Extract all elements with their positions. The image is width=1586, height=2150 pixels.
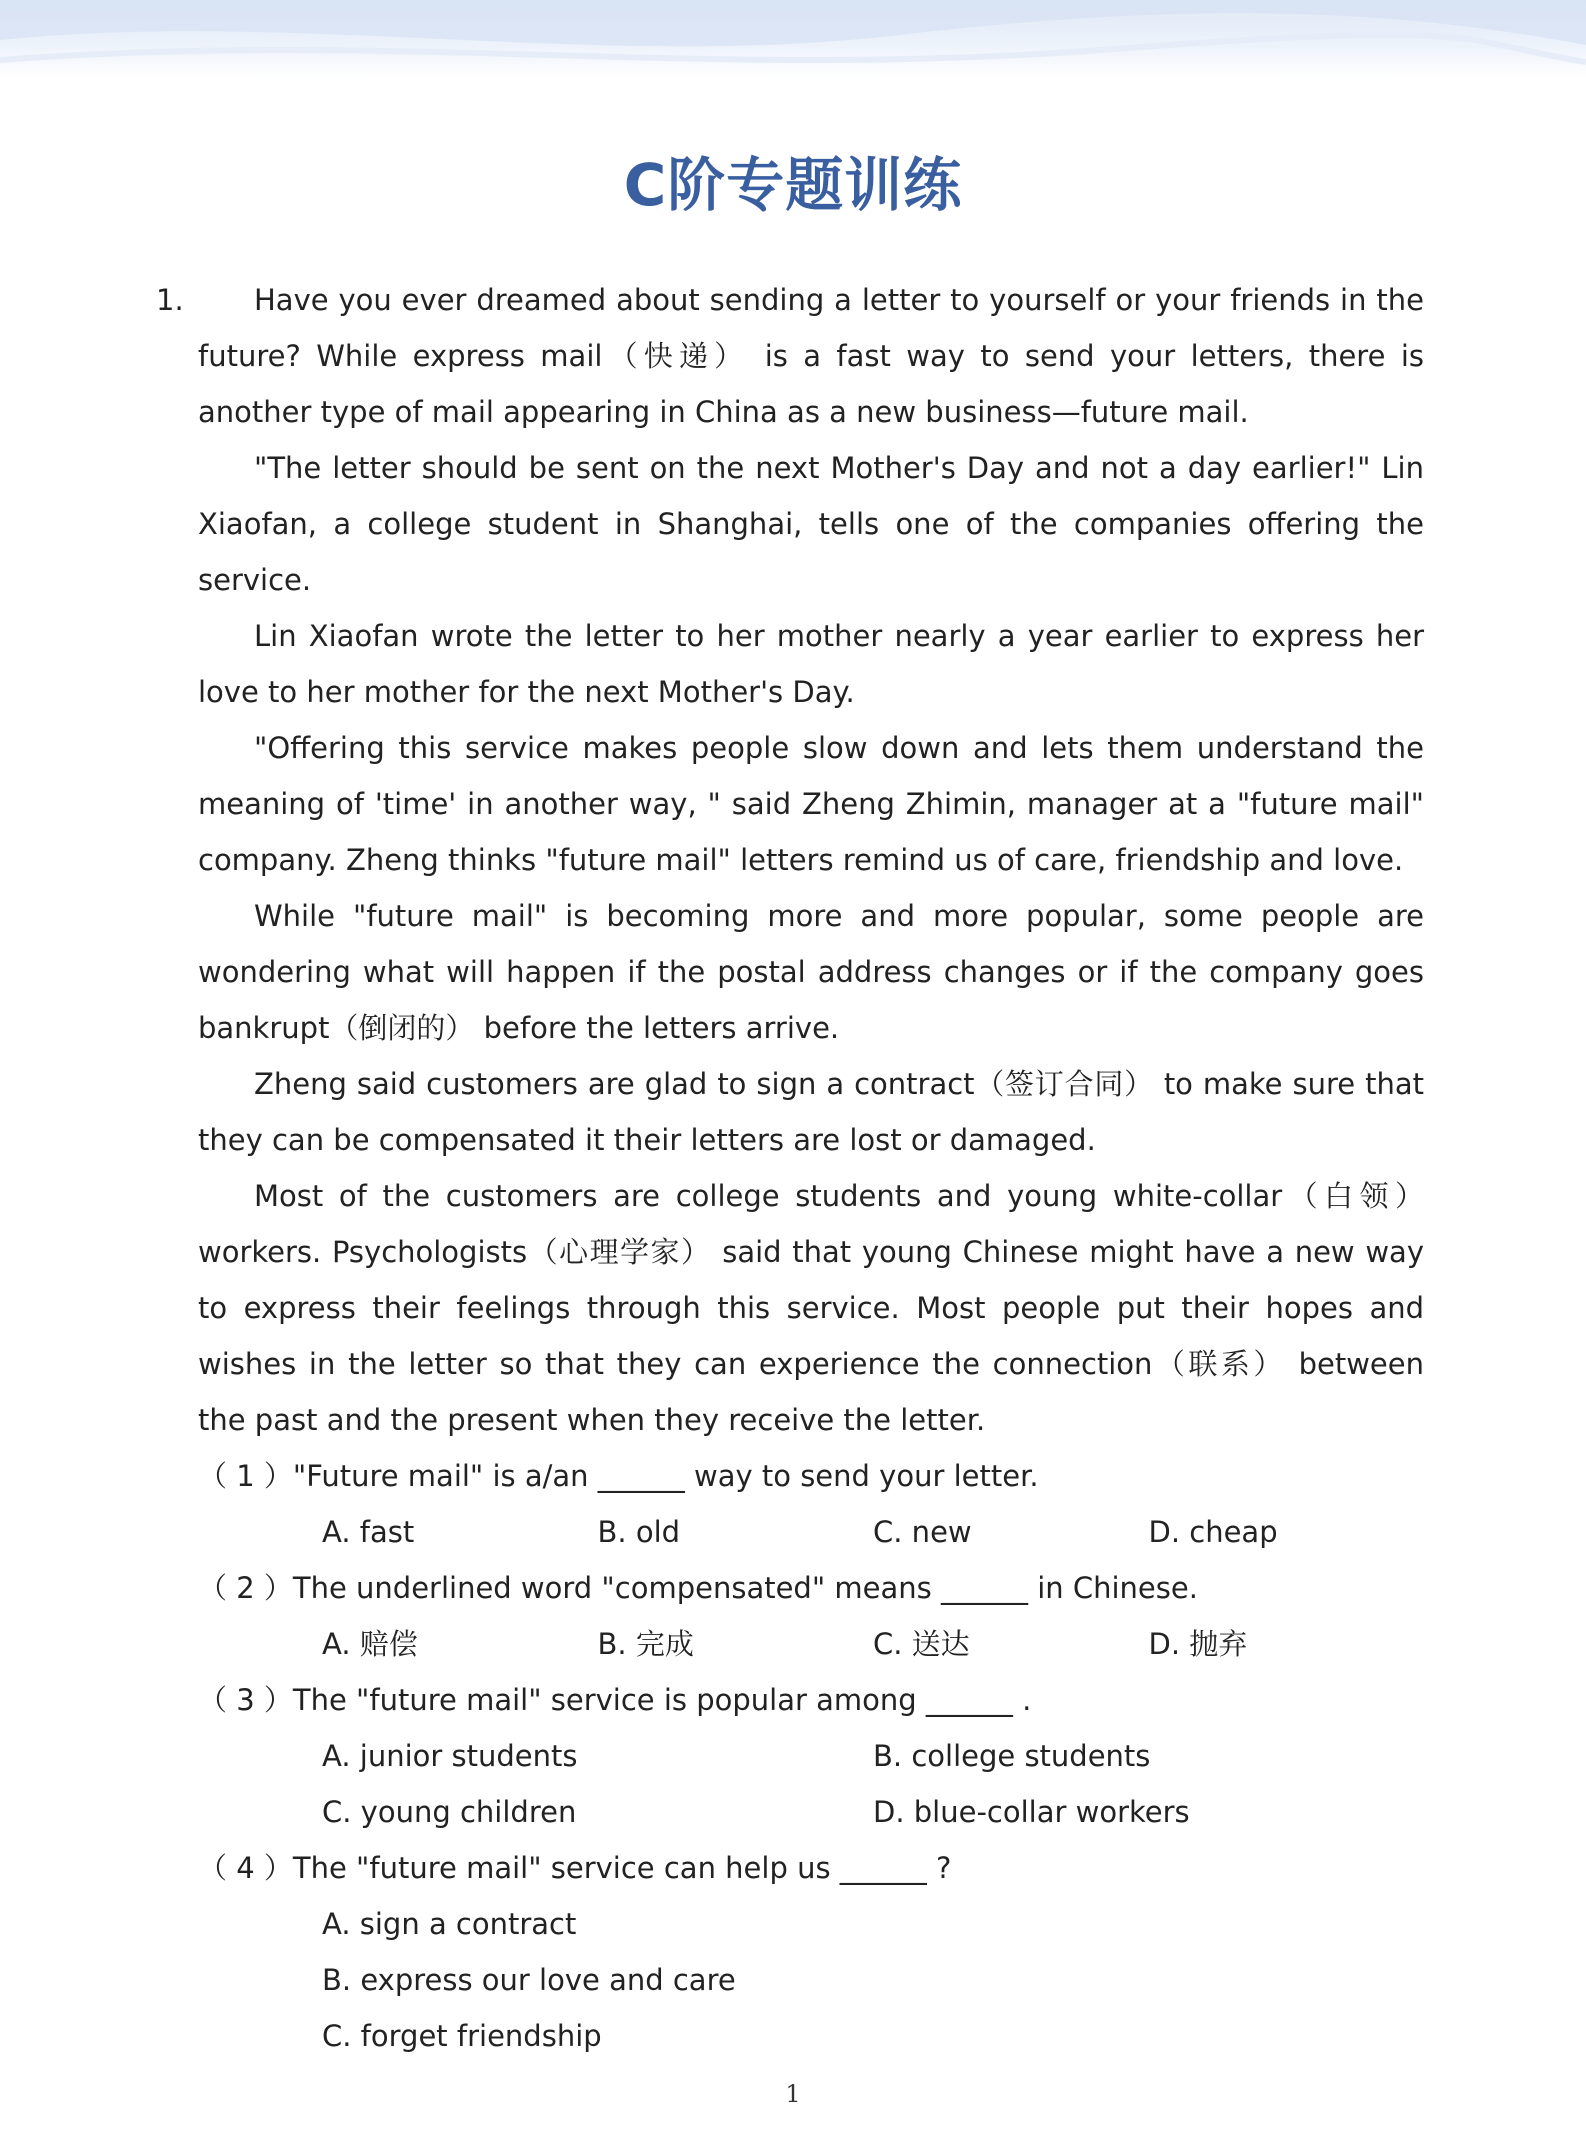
passage-paragraph: Lin Xiaofan wrote the letter to her mother nearly a year earlier to express her love to her mother for the next Mother's Day. xyxy=(198,619,1424,709)
option-c: C. forget friendship xyxy=(322,2019,602,2053)
option-c: C. 送达 xyxy=(873,1627,970,1661)
option-d: D. 抛弃 xyxy=(1148,1627,1248,1661)
option-d: D. blue-collar workers xyxy=(873,1795,1190,1829)
option-c: C. new xyxy=(873,1515,972,1549)
passage-paragraph: Have you ever dreamed about sending a letter to yourself or your friends in the future? While express mail（快递） is a fast way to send your letters, there is another type of mail appearing in China as a new business—future mail. xyxy=(198,283,1424,429)
header-band xyxy=(0,0,1586,78)
question-3-options-row-2 xyxy=(322,1784,1424,1840)
option-b: B. college students xyxy=(873,1739,1151,1773)
question-1-options xyxy=(322,1504,1424,1560)
page-title: C阶专题训练 xyxy=(623,151,963,219)
passage-paragraph: Most of the customers are college students and young white-collar（白领） workers. Psychologists（心理学家） said that young Chinese might have a new way to express their feelings through this service. Most people put their hopes and wishes in the letter so that they can experience the connection（联系） between the past and the present when they receive the letter. xyxy=(198,1179,1424,1437)
question-4-stem: （ 4 ）The "future mail" service can help us ______ ? xyxy=(198,1851,952,1885)
question-3-stem: （ 3 ）The "future mail" service is popular among ______ . xyxy=(198,1683,1032,1717)
option-a: A. sign a contract xyxy=(322,1907,577,1941)
option-b: B. old xyxy=(597,1515,681,1549)
reading-passage xyxy=(198,272,1424,2064)
option-d: D. cheap xyxy=(1148,1515,1278,1549)
option-a: A. fast xyxy=(322,1515,415,1549)
wave-decoration xyxy=(0,0,1586,78)
option-a: A. junior students xyxy=(322,1739,578,1773)
question-2-stem: （ 2 ）The underlined word "compensated" means ______ in Chinese. xyxy=(198,1571,1198,1605)
option-c: C. young children xyxy=(322,1795,577,1829)
option-a: A. 赔偿 xyxy=(322,1627,418,1661)
passage-paragraph: "Offering this service makes people slow down and lets them understand the meaning of 'time' in another way, " said Zheng Zhimin, manager at a "future mail" company. Zheng thinks "future mail" letters remind us of care, friendship and love. xyxy=(198,731,1424,877)
question-number: 1. xyxy=(156,283,184,317)
passage-paragraph: Zheng said customers are glad to sign a contract（签订合同） to make sure that they can be compensated it their letters are lost or damaged. xyxy=(198,1067,1424,1157)
page-number: 1 xyxy=(785,2080,801,2108)
passage-paragraph: "The letter should be sent on the next Mother's Day and not a day earlier!" Lin Xiaofan, a college student in Shanghai, tells one of the companies offering the service. xyxy=(198,451,1424,597)
passage-paragraph: While "future mail" is becoming more and more popular, some people are wondering what will happen if the postal address changes or if the company goes bankrupt（倒闭的） before the letters arrive. xyxy=(198,899,1424,1045)
option-b: B. 完成 xyxy=(597,1627,694,1661)
question-3-options-row-1 xyxy=(322,1728,1424,1784)
question-2-options xyxy=(322,1616,1424,1672)
question-1-stem: （ 1 ）"Future mail" is a/an ______ way to send your letter. xyxy=(198,1459,1039,1493)
option-b: B. express our love and care xyxy=(322,1963,736,1997)
